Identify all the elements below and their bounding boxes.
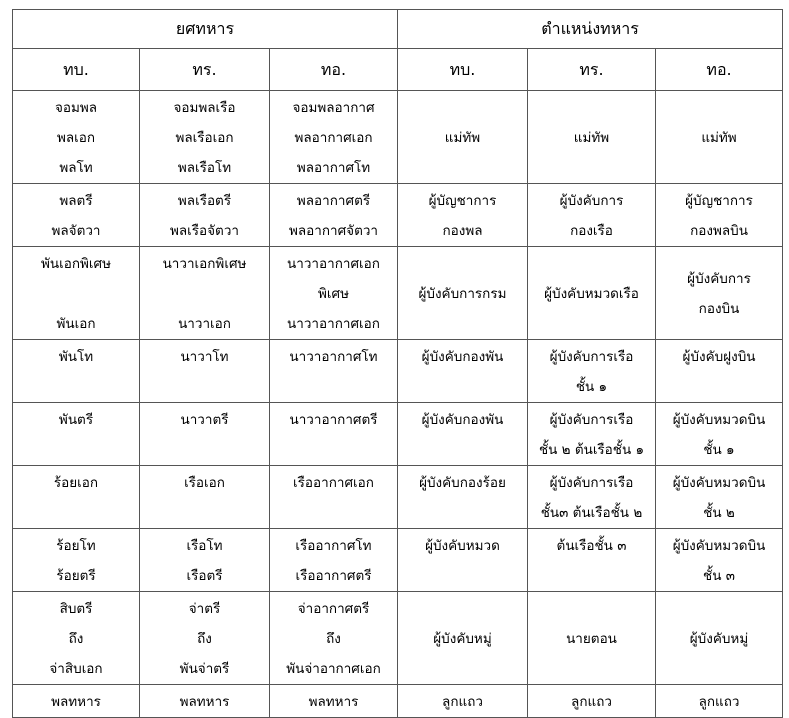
position-cell (528, 247, 656, 340)
cell-text-line: นาวาเอกพิเศษ (162, 256, 247, 272)
cell-text-line: พลเอก (56, 130, 96, 146)
cell-text-line: แม่ทัพ (701, 130, 737, 146)
rank-cell (270, 91, 398, 184)
col-header-airforce-position: ทอ. (656, 49, 783, 91)
table-row (13, 184, 783, 247)
cell-text-line: พลเรือโท (177, 160, 232, 176)
rank-cell (140, 403, 270, 466)
cell-text-line: จ่าตรี (188, 601, 221, 617)
group-header-rank: ยศทหาร (13, 10, 398, 49)
cell-text-line: พลโท (59, 160, 93, 176)
rank-cell (13, 466, 140, 529)
table-row (13, 529, 783, 592)
cell-text-line: เรือโท (186, 538, 223, 554)
cell-text-line: จ่าอากาศตรี (297, 601, 370, 617)
position-cell (656, 403, 783, 466)
cell-text-line: นาวาตรี (180, 412, 229, 428)
rank-cell (140, 340, 270, 403)
rank-cell (140, 685, 270, 718)
cell-text-line: ผู้บังคับหมวดบิน (672, 475, 766, 491)
cell-text-line: ชั้น ๒ (703, 505, 735, 521)
cell-text-line: ชั้น๓ ต้นเรือชั้น ๒ (540, 505, 643, 521)
rank-cell (270, 340, 398, 403)
cell-text-line: พลทหาร (51, 694, 101, 710)
rank-cell (140, 529, 270, 592)
table-row (13, 685, 783, 718)
cell-text-line: ผู้บังคับกองร้อย (419, 475, 506, 491)
cell-text-line: ต้นเรือชั้น ๓ (556, 538, 627, 554)
cell-text-line: เรืออากาศโท (295, 538, 372, 554)
rank-cell (13, 91, 140, 184)
cell-text-line: นาวาอากาศเอก (287, 256, 380, 272)
cell-text-line: แม่ทัพ (444, 130, 481, 146)
cell-text-line: จอมพล (54, 100, 98, 116)
rank-cell (270, 247, 398, 340)
rank-cell (270, 592, 398, 685)
cell-text-line: ผู้บัญชาการ (428, 193, 497, 209)
cell-text-line: ถึง (326, 631, 341, 647)
cell-text-line: กองพลบิน (690, 223, 748, 239)
cell-text-line (13, 279, 139, 309)
table-row (13, 466, 783, 529)
cell-text-line: นาวาอากาศตรี (289, 412, 378, 428)
cell-text-line: พันจ่าตรี (179, 661, 230, 677)
rank-cell (270, 403, 398, 466)
position-cell (656, 466, 783, 529)
cell-text-line: พลอากาศโท (296, 160, 371, 176)
cell-text-line: ผู้บังคับหมู่ (689, 631, 749, 647)
rank-cell (13, 529, 140, 592)
rank-cell (13, 685, 140, 718)
col-header-airforce-rank: ทอ. (270, 49, 398, 91)
group-header-row (13, 10, 783, 49)
cell-text-line: นายตอน (566, 631, 617, 647)
cell-text-line: กองพล (442, 223, 483, 239)
cell-text-line: ร้อยเอก (53, 475, 99, 491)
cell-text-line: ผู้บังคับหมู่ (433, 631, 492, 647)
table-row (13, 403, 783, 466)
table-row (13, 592, 783, 685)
position-cell (656, 91, 783, 184)
position-cell (656, 685, 783, 718)
rank-cell (13, 340, 140, 403)
position-cell (398, 340, 528, 403)
position-cell (528, 592, 656, 685)
position-cell (528, 466, 656, 529)
cell-text-line: ร้อยตรี (56, 568, 96, 584)
cell-text-line: ผู้บังคับหมวดบิน (672, 412, 766, 428)
cell-text-line: นาวาเอก (178, 316, 231, 332)
cell-text-line: กองบิน (698, 301, 740, 317)
position-cell (656, 529, 783, 592)
rank-cell (140, 184, 270, 247)
col-header-navy-position: ทร. (528, 49, 656, 91)
cell-text-line: ผู้บังคับฝูงบิน (682, 349, 756, 365)
position-cell (528, 340, 656, 403)
cell-text-line: ผู้บังคับการเรือ (549, 349, 634, 365)
cell-text-line: ลูกแถว (442, 694, 483, 710)
cell-text-line: แม่ทัพ (573, 130, 610, 146)
branch-header-row (13, 49, 783, 91)
rank-cell (140, 592, 270, 685)
position-cell (528, 91, 656, 184)
cell-text-line: นาวาโท (180, 349, 229, 365)
cell-text-line: พลเรือจัตวา (170, 223, 239, 239)
rank-position-table (12, 9, 783, 718)
cell-text-line: พลตรี (59, 193, 93, 209)
table-row (13, 247, 783, 340)
cell-text-line: ผู้บัญชาการ (685, 193, 753, 209)
cell-text-line: ชั้น ๓ (703, 568, 735, 584)
cell-text-line: พลเรือตรี (177, 193, 232, 209)
cell-text-line: ผู้บังคับการกรม (418, 286, 507, 302)
cell-text-line: ผู้บังคับกองพัน (421, 349, 504, 365)
position-cell (656, 340, 783, 403)
cell-text-line: ชั้น ๑ (575, 379, 608, 395)
cell-text-line: ลูกแถว (698, 694, 740, 710)
col-header-army-position: ทบ. (398, 49, 528, 91)
cell-text-line: นาวาอากาศเอก (287, 316, 380, 332)
position-cell (398, 529, 528, 592)
rank-cell (140, 466, 270, 529)
rank-cell (140, 247, 270, 340)
cell-text-line: ถึง (68, 631, 84, 647)
cell-text-line: ผู้บังคับกองพัน (421, 412, 504, 428)
table-row (13, 340, 783, 403)
cell-text-line: เรืออากาศตรี (295, 568, 372, 584)
cell-text-line: เรือตรี (186, 568, 223, 584)
cell-text-line: ผู้บังคับหมวดเรือ (544, 286, 639, 302)
cell-text-line: ชั้น ๒ ต้นเรือชั้น ๑ (538, 442, 645, 458)
cell-text-line: จ่าสิบเอก (49, 661, 103, 677)
rank-cell (270, 466, 398, 529)
rank-cell (13, 247, 140, 340)
cell-text-line: พลเรือเอก (175, 130, 234, 146)
cell-text-line: นาวาอากาศโท (289, 349, 378, 365)
position-cell (656, 184, 783, 247)
cell-text-line: พลทหาร (308, 694, 359, 710)
rank-cell (13, 403, 140, 466)
cell-text-line: ถึง (197, 631, 212, 647)
cell-text-line (140, 279, 269, 309)
rank-cell (270, 685, 398, 718)
rank-cell (13, 184, 140, 247)
cell-text-line: ผู้บังคับหมวด (425, 538, 500, 554)
col-header-navy-rank: ทร. (140, 49, 270, 91)
position-cell (528, 403, 656, 466)
cell-text-line: พันตรี (58, 412, 94, 428)
position-cell (398, 466, 528, 529)
cell-text-line: จอมพลอากาศ (292, 100, 375, 116)
col-header-army-rank: ทบ. (13, 49, 140, 91)
cell-text-line: กองเรือ (570, 223, 613, 239)
group-header-position: ตำแหน่งทหาร (398, 10, 783, 49)
rank-cell (270, 529, 398, 592)
position-cell (656, 592, 783, 685)
cell-text-line: ร้อยโท (56, 538, 96, 554)
cell-text-line: พิเศษ (318, 286, 349, 302)
cell-text-line: เรืออากาศเอก (293, 475, 374, 491)
cell-text-line: จอมพลเรือ (173, 100, 236, 116)
cell-text-line: ชั้น ๑ (703, 442, 735, 458)
cell-text-line: เรือเอก (184, 475, 225, 491)
cell-text-line: พลอากาศจัตวา (288, 223, 379, 239)
cell-text-line: พลอากาศเอก (294, 130, 373, 146)
rank-cell (13, 592, 140, 685)
cell-text-line: ลูกแถว (571, 694, 612, 710)
cell-text-line: ผู้บังคับหมวดบิน (672, 538, 766, 554)
position-cell (398, 403, 528, 466)
position-cell (398, 184, 528, 247)
table-body (13, 91, 783, 718)
table-row (13, 91, 783, 184)
cell-text-line: ผู้บังคับการ (559, 193, 624, 209)
cell-text-line: พันเอกพิเศษ (40, 256, 111, 272)
cell-text-line: พลจัตวา (51, 223, 101, 239)
position-cell (398, 247, 528, 340)
cell-text-line: พันเอก (56, 316, 96, 332)
position-cell (398, 685, 528, 718)
cell-text-line: พันโท (58, 349, 94, 365)
position-cell (398, 592, 528, 685)
position-cell (528, 529, 656, 592)
cell-text-line: ผู้บังคับการ (687, 271, 751, 287)
position-cell (528, 184, 656, 247)
position-cell (398, 91, 528, 184)
position-cell (656, 247, 783, 340)
cell-text-line: พลทหาร (179, 694, 230, 710)
cell-text-line: พลอากาศตรี (296, 193, 371, 209)
cell-text-line: สิบตรี (59, 601, 93, 617)
rank-cell (270, 184, 398, 247)
cell-text-line: ผู้บังคับการเรือ (549, 475, 634, 491)
cell-text-line: ผู้บังคับการเรือ (549, 412, 634, 428)
position-cell (528, 685, 656, 718)
rank-cell (140, 91, 270, 184)
cell-text-line: พันจ่าอากาศเอก (286, 661, 381, 677)
